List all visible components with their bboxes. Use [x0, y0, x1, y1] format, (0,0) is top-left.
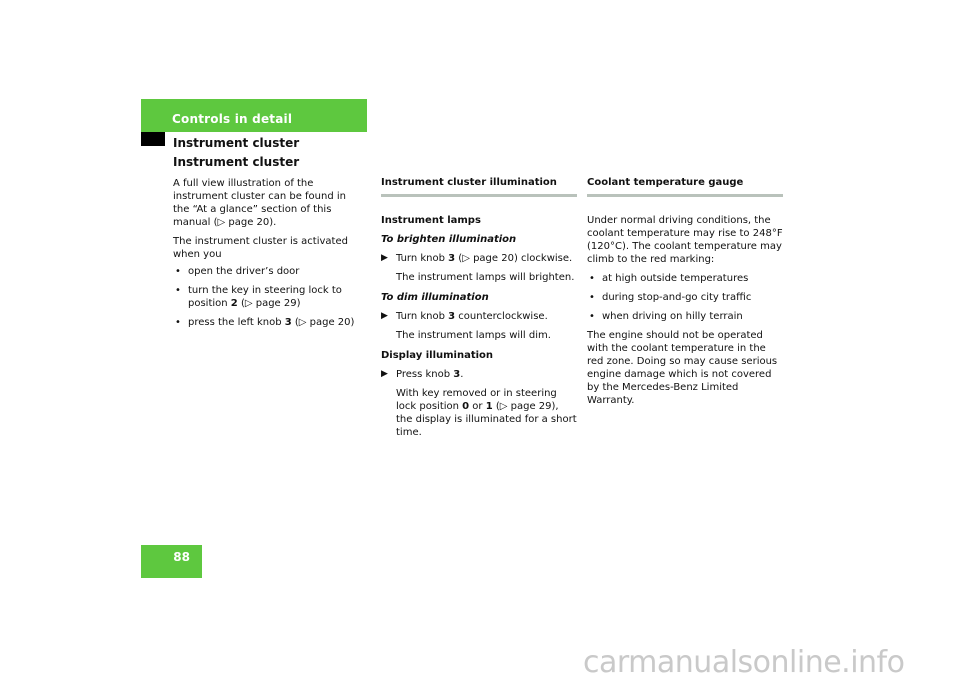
step-arrow-icon: ▶ [381, 311, 388, 321]
bullet-icon: • [589, 311, 595, 322]
list-item: • at high outside temperatures [589, 273, 749, 284]
heading-divider [381, 194, 577, 197]
chapter-header-bar [141, 99, 367, 132]
activation-list [173, 265, 363, 329]
bullet-icon: • [175, 285, 181, 296]
display-result: With key removed or in steering lock position 0 or 1 (▷ page 29), the display is illuminated for a short time. [396, 388, 577, 438]
display-illumination-subheading: Display illumination [381, 350, 494, 361]
step-arrow-icon: ▶ [381, 369, 388, 379]
list-item: • turn the key in steering lock to position 2 (▷ page 29) [175, 285, 342, 309]
brighten-result: The instrument lamps will brighten. [396, 272, 575, 283]
brighten-subheading: To brighten illumination [381, 234, 517, 245]
bullet-icon: • [589, 292, 595, 303]
list-item: • open the driver’s door [175, 266, 300, 277]
intro-paragraph: A full view illustration of the instrument cluster can be found in the “At a glance” section of this manual (▷ page 20). [173, 178, 346, 228]
page-number-box [141, 545, 202, 578]
coolant-heading: Coolant temperature gauge [587, 177, 744, 188]
list-item: • during stop-and-go city traffic [589, 292, 752, 303]
brighten-step: ▶ Turn knob 3 (▷ page 20) clockwise. [381, 253, 573, 264]
dim-step: ▶ Turn knob 3 counterclockwise. [381, 311, 548, 322]
activation-paragraph: The instrument cluster is activated when you [173, 236, 348, 260]
section-label: Instrument cluster [173, 136, 300, 150]
column-intro [173, 177, 363, 335]
instrument-lamps-subheading: Instrument lamps [381, 215, 481, 226]
section-marker [141, 132, 165, 146]
page-number: 88 [173, 550, 190, 564]
list-item: • press the left knob 3 (▷ page 20) [175, 317, 355, 328]
watermark: carmanualsonline.info [583, 645, 905, 680]
warning-paragraph: The engine should not be operated with the coolant temperature in the red zone. Doing so may cause serious engine damage which is not covered by the Mercedes-Benz Limited Warranty. [587, 330, 778, 406]
list-item: • when driving on hilly terrain [589, 311, 743, 322]
heading-divider [587, 194, 783, 197]
bullet-icon: • [175, 317, 181, 328]
step-arrow-icon: ▶ [381, 253, 388, 263]
dim-subheading: To dim illumination [381, 292, 489, 303]
dim-result: The instrument lamps will dim. [396, 330, 551, 341]
coolant-paragraph: Under normal driving conditions, the coolant temperature may rise to 248°F (120°C). The coolant temperature may climb to the red marking: [587, 215, 783, 265]
bullet-icon: • [589, 273, 595, 284]
column-illumination [381, 176, 577, 446]
page-heading: Instrument cluster [173, 155, 300, 169]
bullet-icon: • [175, 266, 181, 277]
column-coolant [587, 176, 783, 413]
illumination-heading: Instrument cluster illumination [381, 177, 557, 188]
display-step: ▶ Press knob 3. [381, 369, 464, 380]
coolant-conditions-list [587, 272, 783, 323]
chapter-title: Controls in detail [172, 112, 293, 126]
